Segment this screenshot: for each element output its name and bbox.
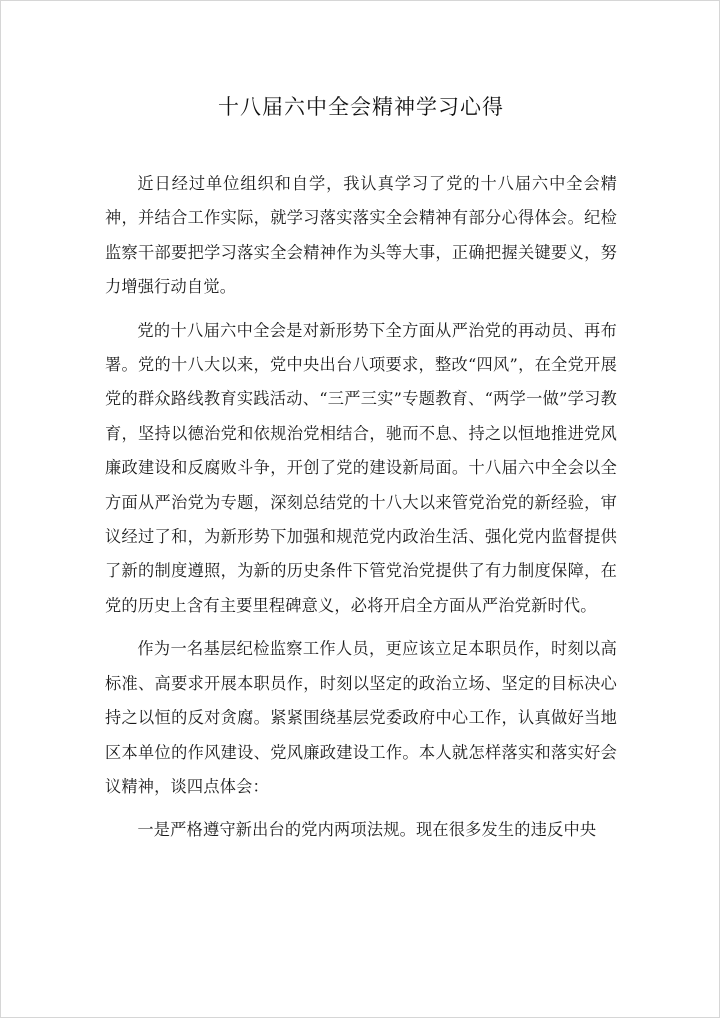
document-title: 十八届六中全会精神学习心得	[218, 95, 504, 119]
paragraph-intro: 近日经过单位组织和自学，我认真学习了党的十八届六中全会精神，并结合工作实际，就学习落实落实全会精神有部分心得体会。纪检监察干部要把学习落实全会精神作为头等大事，正确把握关键要义，努力增强行动自觉。	[105, 174, 617, 297]
paragraph-personal-duty: 作为一名基层纪检监察工作人员，更应该立足本职员作，时刻以高标准、高要求开展本职员作，时刻以坚定的政治立场、坚定的目标决心持之以恒的反对贪腐。紧紧围绕基层党委政府中心工作，认真做好当地区本单位的作风建设、党风廉政建设工作。本人就怎样落实和落实好会议精神，谈四点体会：	[105, 639, 617, 796]
document-body	[105, 167, 617, 857]
paragraph-point-one: 一是严格遵守新出台的党内两项法规。现在很多发生的违反中央	[137, 820, 597, 840]
paragraph-plenum-significance: 党的十八届六中全会是对新形势下全方面从严治党的再动员、再布署。党的十八大以来，党中央出台八项要求，整改“四风”，在全党开展党的群众路线教育实践活动、“三严三实”专题教育、“两学一做”学习教育，坚持以德治党和依规治党相结合，驰而不息、持之以恒地推进党风廉政建设和反腐败斗争，开创了党的建设新局面。十八届六中全会以全方面从严治党为专题，深刻总结党的十八大以来管党治党的新经验，审议经过了和，为新形势下加强和规范党内政治生活、强化党内监督提供了新的制度遵照，为新的历史条件下管党治党提供了有力制度保障，在党的历史上含有主要里程碑意义，必将开启全方面从严治党新时代。	[105, 320, 617, 615]
